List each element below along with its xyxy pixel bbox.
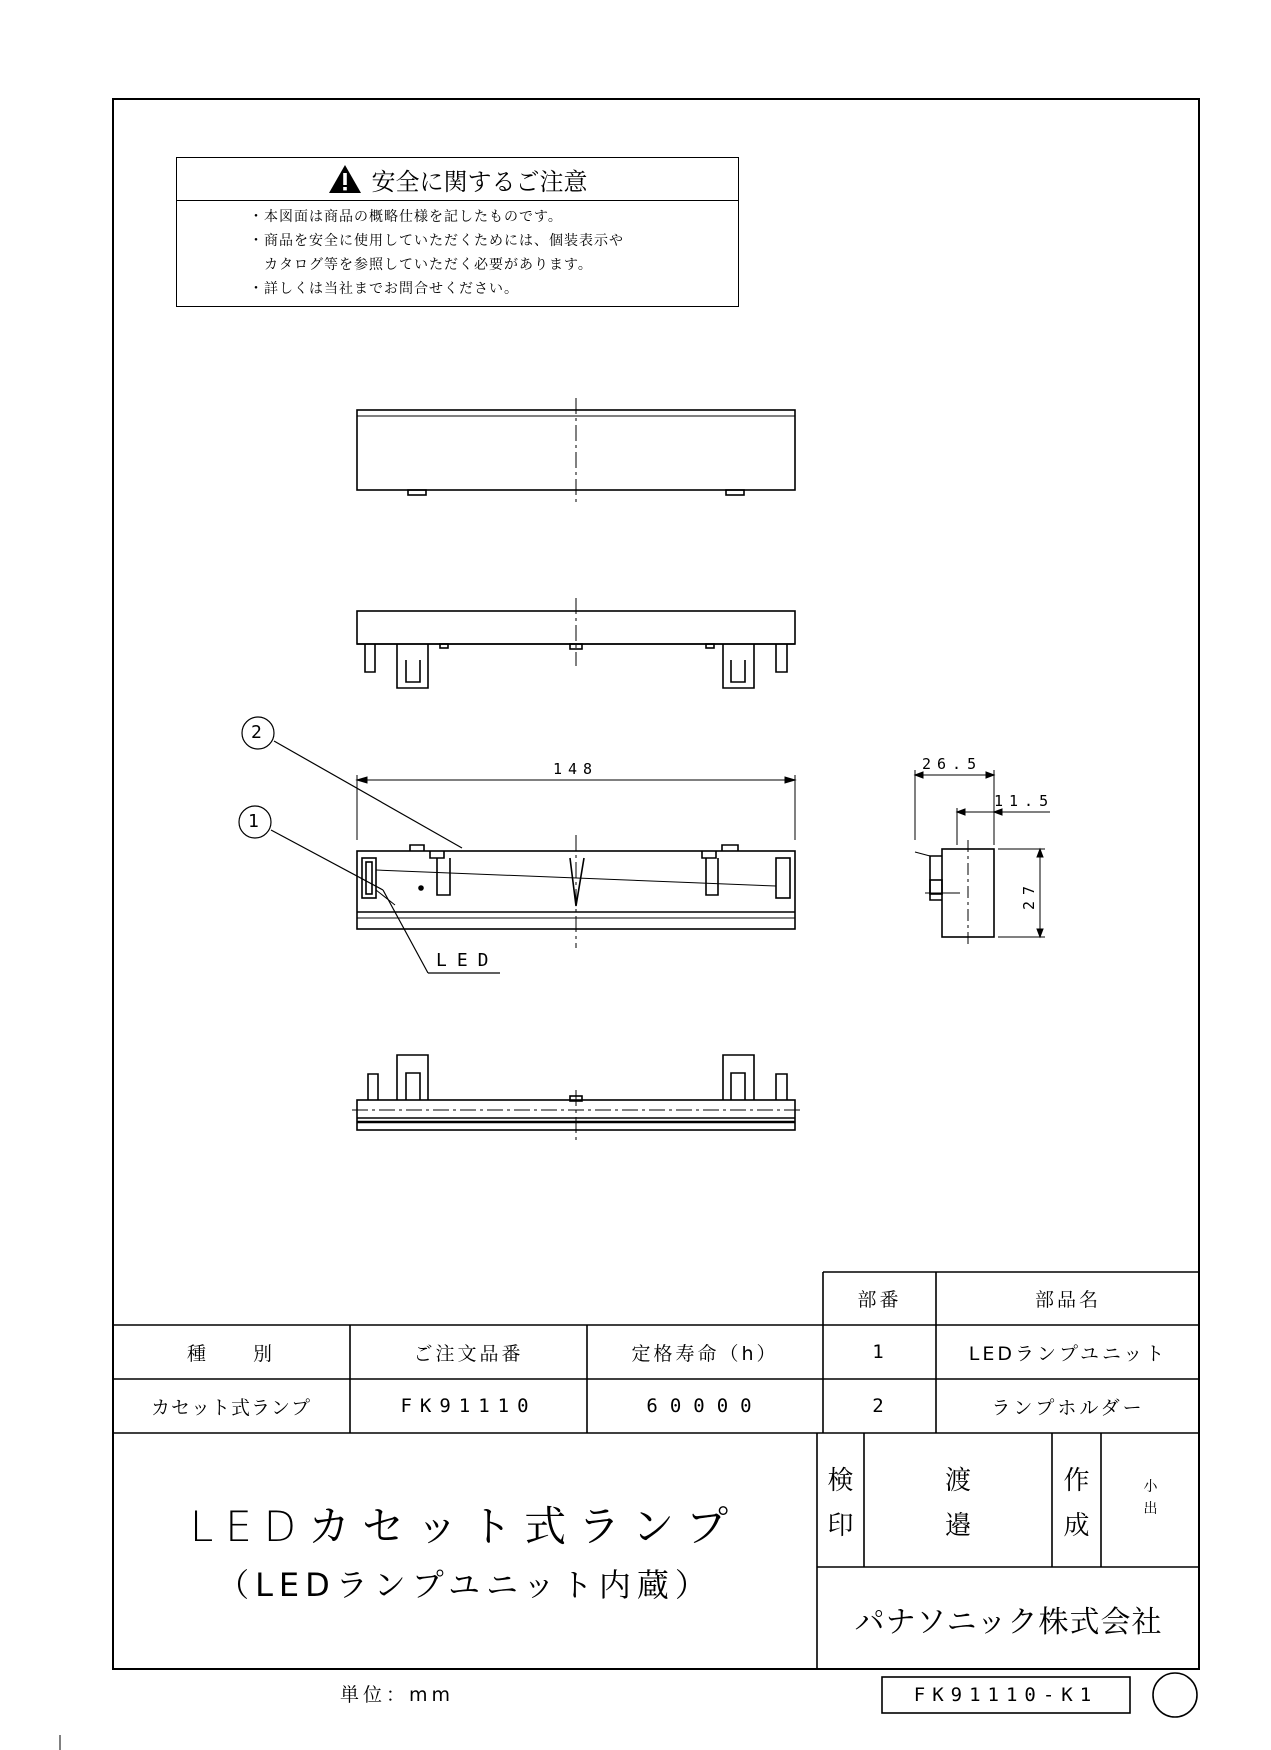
spec-header-type: 種 別	[186, 1342, 275, 1365]
spec-header-order-no: ご注文品番	[413, 1342, 524, 1365]
checker-name: 渡	[944, 1465, 971, 1496]
inspection-label: 検	[827, 1465, 854, 1496]
length-dimension	[357, 775, 795, 840]
drawing-number: FK91110-K1	[913, 1684, 1099, 1706]
height-dimension-label: 27	[1020, 879, 1038, 910]
parts-row-name: LEDランプユニット	[968, 1342, 1168, 1365]
unit-label: 単位：mm	[340, 1684, 455, 1706]
bottom-view	[352, 1055, 800, 1140]
balloon-2-label: 2	[251, 722, 262, 743]
spec-header-life: 定格寿命（h）	[631, 1342, 779, 1365]
spec-value-type: カセット式ランプ	[150, 1396, 311, 1419]
length-dimension-label: 148	[553, 760, 599, 778]
caution-line: ・商品を安全に使用していただくためには、個装表示や	[249, 233, 624, 249]
parts-row-name: ランプホルダー	[991, 1396, 1145, 1419]
parts-header-no: 部番	[857, 1289, 902, 1311]
width-dimension-label: 26.5	[922, 755, 983, 773]
offset-dimension-label: 11.5	[994, 792, 1055, 810]
led-label: LED	[436, 950, 499, 971]
caution-line: ・本図面は商品の概略仕様を記したものです。	[249, 209, 563, 225]
section-view	[357, 835, 795, 948]
spec-value-life: 60000	[646, 1395, 764, 1417]
parts-row-no: 2	[872, 1395, 887, 1417]
top-view	[357, 398, 795, 505]
caution-line: カタログ等を参照していただく必要があります。	[249, 257, 593, 273]
maker-name: 小	[1143, 1479, 1158, 1495]
spec-value-order-no: FK91110	[400, 1395, 537, 1417]
caution-title: 安全に関するご注意	[371, 167, 588, 196]
caution-line: ・詳しくは当社までお問合せください。	[249, 281, 519, 297]
maker-label: 成	[1063, 1510, 1090, 1541]
inspection-label: 印	[827, 1510, 854, 1541]
company-name: パナソニック株式会社	[854, 1604, 1163, 1640]
product-title: LEDカセット式ランプ	[189, 1502, 741, 1551]
balloon-1-label: 1	[248, 811, 259, 832]
front-view	[357, 598, 795, 688]
maker-name: 出	[1143, 1501, 1158, 1517]
maker-label: 作	[1063, 1465, 1090, 1496]
balloon-leaders	[239, 717, 500, 973]
parts-row-no: 1	[872, 1341, 887, 1363]
checker-name: 邉	[944, 1510, 971, 1541]
parts-header-name: 部品名	[1034, 1289, 1101, 1311]
product-subtitle: （LEDランプユニット内蔵）	[217, 1566, 713, 1604]
